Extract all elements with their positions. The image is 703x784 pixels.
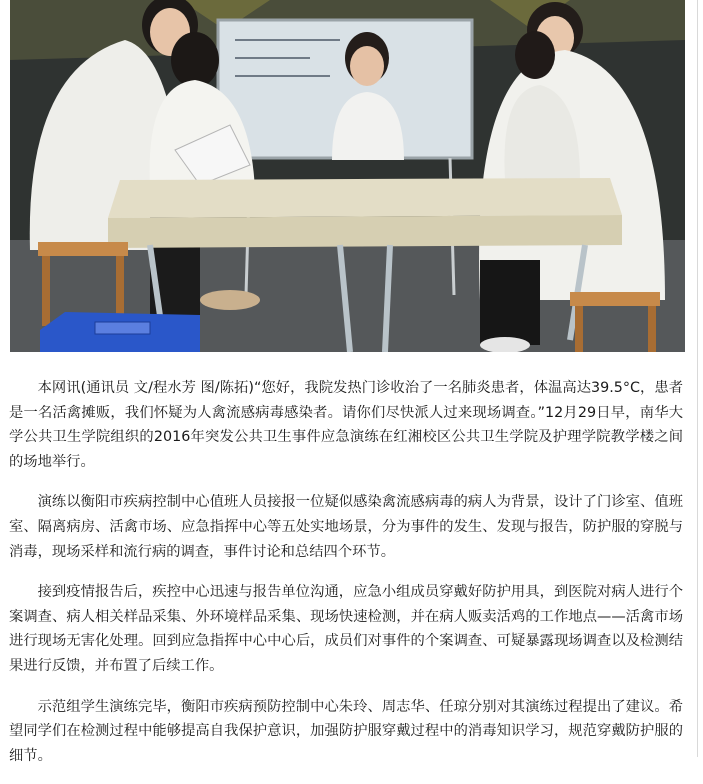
article-paragraph: 演练以衡阳市疾病控制中心值班人员接报一位疑似感染禽流感病毒的病人为背景，设计了门诊室、值班室、隔离病房、活禽市场、应急指挥中心等五处实地场景，分为事件的发生、发现与报告，防护服的穿脱与消毒，现场采样和流行病的调查，事件讨论和总结四个环节。 [9, 494, 683, 560]
news-photo [10, 0, 685, 352]
article-paragraph: 示范组学生演练完毕，衡阳市疾病预防控制中心朱玲、周志华、任琼分别对其演练过程提出了建议。希望同学们在检测过程中能够提高自我保护意识，加强防护服穿戴过程中的消毒知识学习，规范穿戴防护服的细节。 [9, 698, 683, 764]
news-photo-illustration [10, 0, 685, 352]
article-body [9, 376, 683, 784]
content-border [697, 0, 698, 757]
article-paragraph: 接到疫情报告后，疾控中心迅速与报告单位沟通，应急小组成员穿戴好防护用具，到医院对病人进行个案调查、病人相关样品采集、外环境样品采集、现场快速检测，并在病人贩卖活鸡的工作地点——活禽市场进行现场无害化处理。回到应急指挥中心中心后，成员们对事件的个案调查、可疑暴露现场调查以及检测结果进行反馈，并布置了后续工作。 [9, 584, 683, 674]
article-paragraph: 本网讯(通讯员 文/程水芳 图/陈拓)“您好，我院发热门诊收治了一名肺炎患者，体温高达39.5°C，患者是一名活禽摊贩，我们怀疑为人禽流感病毒感染者。请你们尽快派人过来现场调查。”12月29日早，南华大学公共卫生学院组织的2016年突发公共卫生事件应急演练在红湘校区公共卫生学院及护理学院教学楼之间的场地举行。 [9, 380, 683, 470]
